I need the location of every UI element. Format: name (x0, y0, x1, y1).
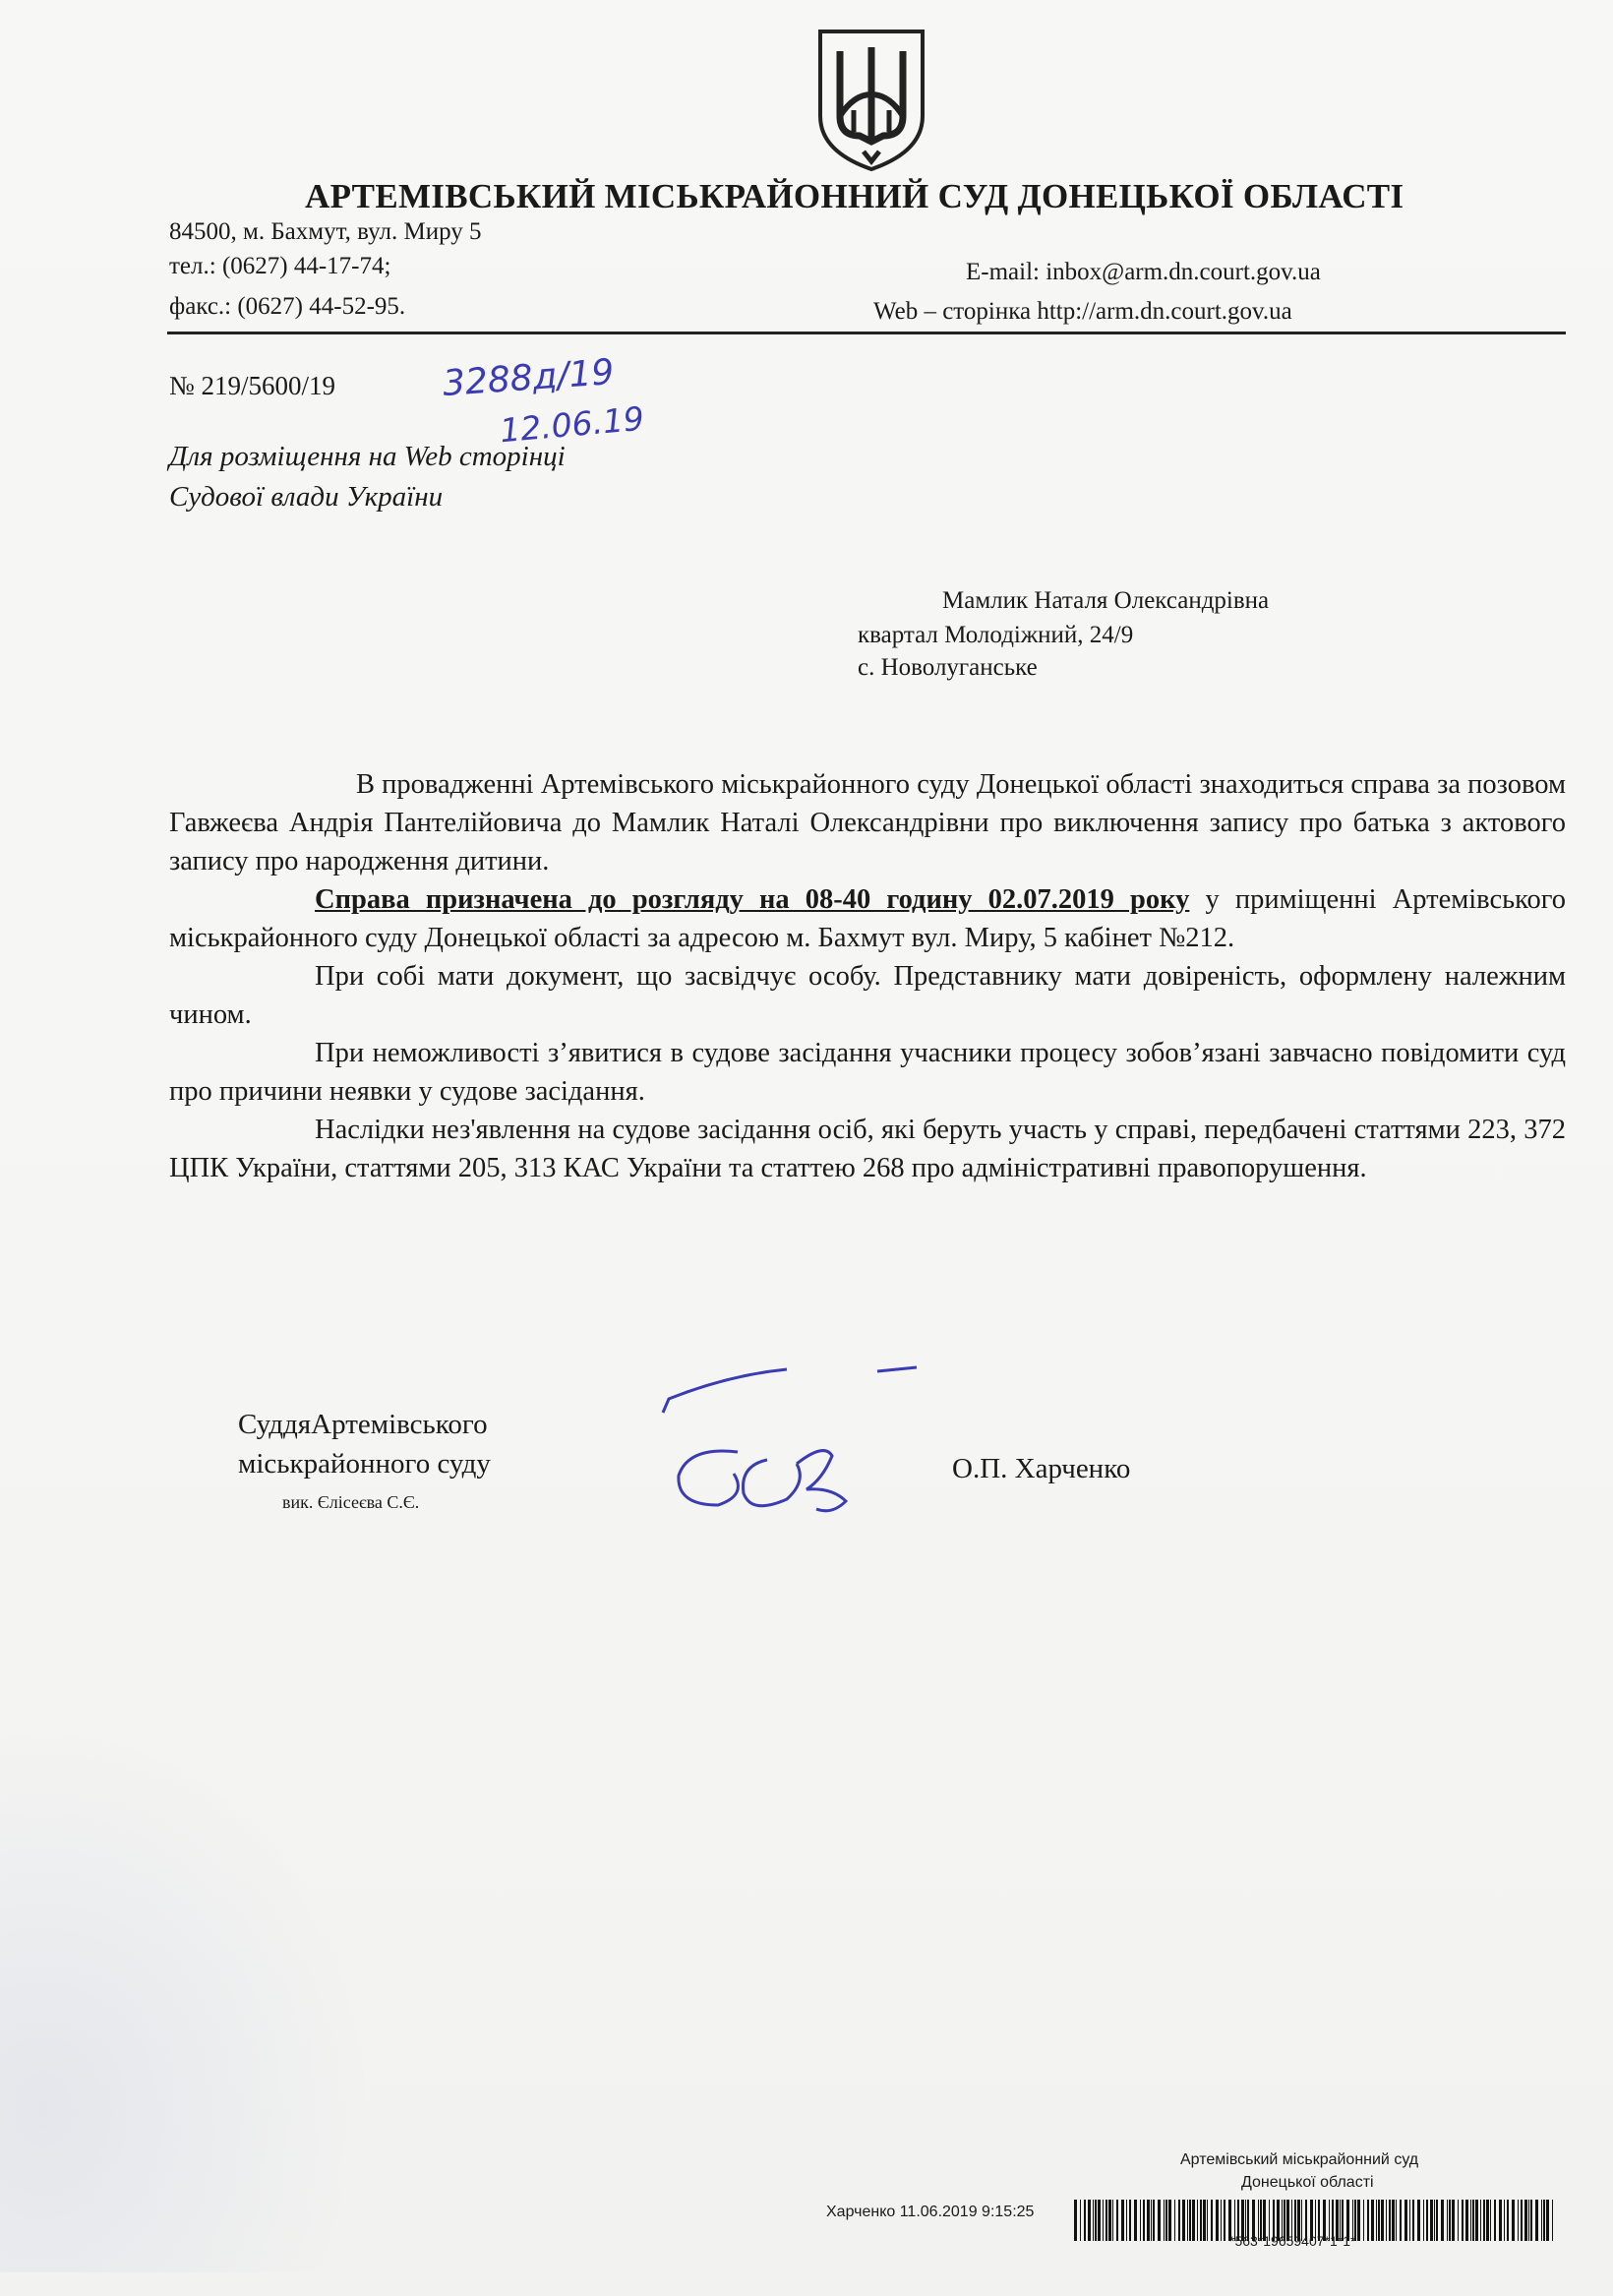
paragraph-documents: При собі мати документ, що засвідчує особу. Представнику мати довіреність, оформлену належним чином. (169, 961, 1566, 1030)
purpose-line-1: Для розміщення на Web сторінці (169, 441, 566, 472)
stamp-court-line-1: Артемівський міськрайонний суд (1180, 2151, 1419, 2168)
header-divider (167, 332, 1566, 334)
signer-title-line-1: СуддяАртемівського (238, 1409, 488, 1440)
recipient-name: Мамлик Наталя Олександрівна (942, 587, 1270, 614)
letter-body (169, 765, 1566, 1187)
paragraph-absence: При неможливості з’явитися в судове засідання учасники процесу зобов’язані завчасно повідомити суд про причини неявки у судове засідання. (169, 1038, 1566, 1107)
judge-name: О.П. Харченко (952, 1453, 1131, 1484)
court-web: Web – сторінка http://arm.dn.court.gov.ua (873, 298, 1292, 325)
court-name-heading: АРТЕМІВСЬКИЙ МІСЬКРАЙОННИЙ СУД ДОНЕЦЬКОЇ ОБЛАСТІ (305, 177, 1404, 215)
executor-note: вик. Єлісеєва С.Є. (282, 1492, 420, 1512)
stamp-registration-info: Харченко 11.06.2019 9:15:25 (826, 2204, 1035, 2220)
handwritten-registration-date: 12.06.19 (498, 398, 646, 451)
hearing-location: у приміщенні Артемівського міськрайонного суду Донецької області за адресою м. Бахмут вул. Миру, 5 кабінет №212. (169, 884, 1566, 953)
court-address: 84500, м. Бахмут, вул. Миру 5 (169, 218, 482, 245)
court-email: E-mail: inbox@arm.dn.court.gov.ua (966, 259, 1321, 285)
hearing-date-notice: Справа призначена до розгляду на 08-40 годину 02.07.2019 року (315, 884, 1190, 915)
paragraph-hearing (169, 880, 1566, 957)
recipient-street: квартал Молодіжний, 24/9 (858, 622, 1134, 648)
handwritten-signature-icon (649, 1358, 944, 1535)
purpose-line-2: Судової влади України (169, 481, 444, 513)
paragraph-consequences: Наслідки нез'явлення на судове засідання осіб, які беруть участь у справі, передбачені статтями 223, 372 ЦПК України, статтями 205, 313 КАС України та статтею 268 про адміністративні правопорушення. (169, 1115, 1566, 1183)
recipient-village: с. Новолуганське (858, 654, 1038, 681)
case-number: № 219/5600/19 (169, 371, 336, 400)
handwritten-registration-number: 3288д/19 (441, 351, 616, 405)
court-phone: тел.: (0627) 44-17-74; (169, 253, 391, 279)
paragraph-proceedings: В провадженні Артемівського міськрайонного суду Донецької області знаходиться справа за позовом Гавжеєва Андрія Пантелійовича до Мамлик Наталі Олександрівни про виключення запису про батька з актового запису про народження дитини. (169, 769, 1566, 876)
court-fax: факс.: (0627) 44-52-95. (169, 293, 406, 320)
barcode-code: *563*19659407*1*1* (1229, 2233, 1356, 2249)
trident-coat-of-arms-icon (814, 26, 928, 173)
stamp-court-line-2: Донецької області (1241, 2174, 1374, 2191)
signer-title-line-2: міськрайонного суду (238, 1448, 491, 1480)
